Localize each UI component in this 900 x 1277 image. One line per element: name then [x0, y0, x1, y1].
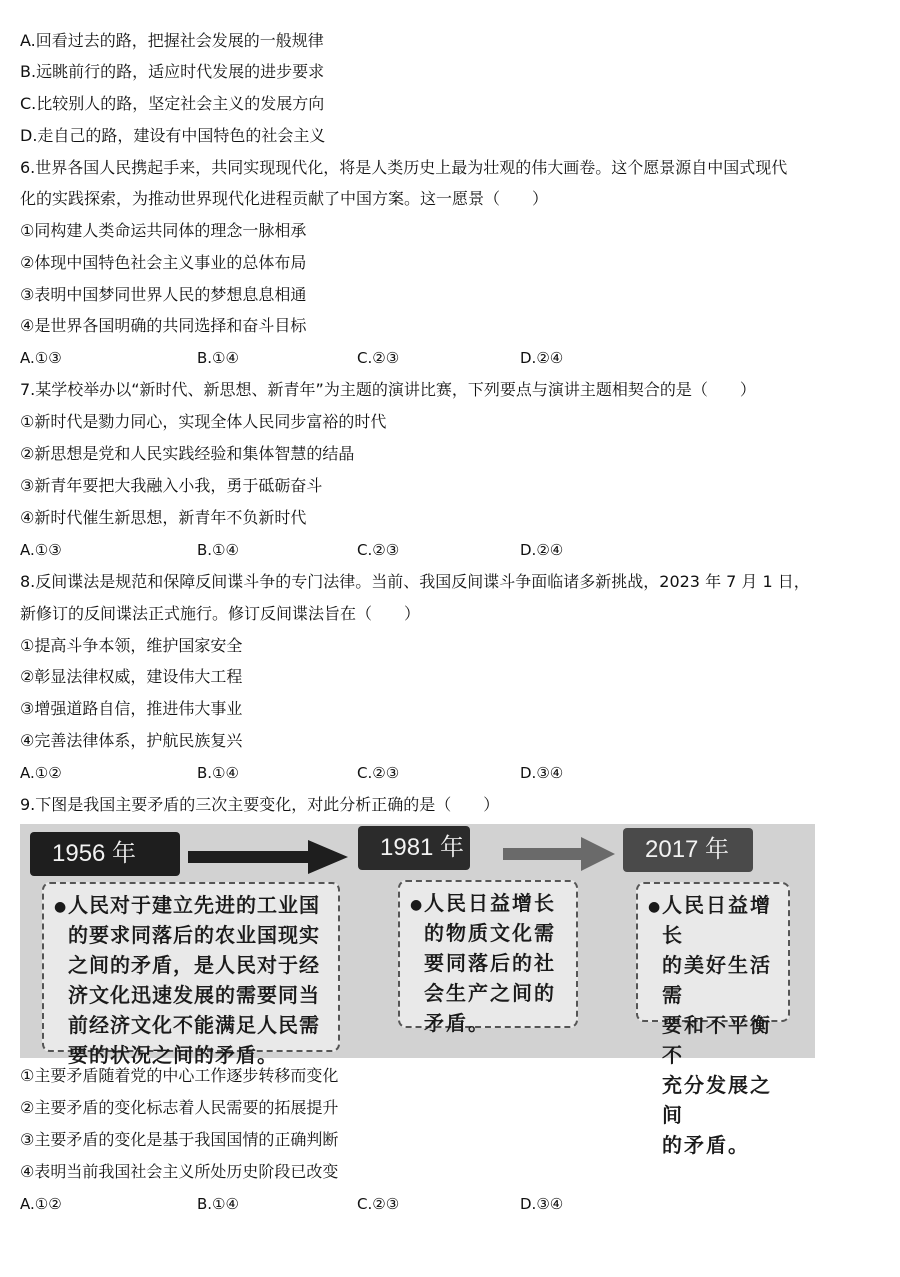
stage-text-line: 的要求同落后的农业国现实	[68, 923, 320, 947]
choice-d: D.③④	[520, 764, 564, 782]
choice-c: C.②③	[357, 1195, 400, 1213]
q9-stem: 9.下图是我国主要矛盾的三次主要变化，对此分析正确的是（ ）	[20, 795, 500, 814]
stage-text-line: 之间的矛盾，是人民对于经	[68, 953, 320, 977]
stage-text-line: 矛盾。	[424, 1011, 490, 1035]
q5-option-c: C.比较别人的路，坚定社会主义的发展方向	[20, 94, 325, 113]
stage-text-line: 济文化迅速发展的需要同当	[68, 983, 320, 1007]
q9-item: ③主要矛盾的变化是基于我国国情的正确判断	[20, 1130, 339, 1149]
q6-item: ③表明中国梦同世界人民的梦想息息相通	[20, 285, 307, 304]
choice-a: A.①③	[20, 349, 62, 367]
q7-stem: 7.某学校举办以“新时代、新思想、新青年”为主题的演讲比赛，下列要点与演讲主题相契合的是（ ）	[20, 380, 756, 399]
q8-item: ②彰显法律权威，建设伟大工程	[20, 667, 243, 686]
q5-option-a: A.回看过去的路，把握社会发展的一般规律	[20, 31, 324, 50]
stage-text-line: 要和不平衡不	[662, 1013, 772, 1067]
stage-text-line: 的物质文化需	[424, 921, 556, 945]
choice-a: A.①②	[20, 764, 62, 782]
choice-b: B.①④	[197, 541, 239, 559]
q6-stem: 6.世界各国人民携起手来，共同实现现代化，将是人类历史上最为壮观的伟大画卷。这个愿景源自中国式现代	[20, 158, 788, 177]
stage-text-line: 的矛盾。	[662, 1133, 750, 1157]
choice-c: C.②③	[357, 541, 400, 559]
stage-text-line: 人民日益增长	[424, 891, 556, 915]
stage-text-line: 前经济文化不能满足人民需	[68, 1013, 320, 1037]
stage-text-line: 人民日益增长	[662, 893, 772, 947]
q6-item: ②体现中国特色社会主义事业的总体布局	[20, 253, 307, 272]
q9-item: ②主要矛盾的变化标志着人民需要的拓展提升	[20, 1098, 339, 1117]
year-label-2017: 2017 年	[623, 828, 753, 872]
q9-item: ①主要矛盾随着党的中心工作逐步转移而变化	[20, 1066, 339, 1085]
bullet-icon: ●	[410, 897, 425, 913]
q7-item: ④新时代催生新思想，新青年不负新时代	[20, 508, 307, 527]
q5-option-b: B.远眺前行的路，适应时代发展的进步要求	[20, 62, 325, 81]
arrow-right-icon	[503, 837, 615, 871]
bullet-icon: ●	[648, 899, 663, 915]
stage-2017-text-box	[636, 882, 790, 1157]
stage-text-line: 的美好生活需	[662, 953, 772, 1007]
choice-d: D.②④	[520, 349, 564, 367]
q8-item: ③增强道路自信，推进伟大事业	[20, 699, 243, 718]
stage-text-line: 要同落后的社	[424, 951, 556, 975]
q8-stem: 新修订的反间谍法正式施行。修订反间谍法旨在（ ）	[20, 604, 421, 623]
stage-text-line: 要的状况之间的矛盾。	[68, 1043, 278, 1067]
choice-c: C.②③	[357, 349, 400, 367]
year-label-1956: 1956 年	[30, 832, 180, 876]
bullet-icon: ●	[54, 899, 68, 915]
choice-a: A.①③	[20, 541, 62, 559]
stage-text-line: 会生产之间的	[424, 981, 556, 1005]
choice-b: B.①④	[197, 764, 239, 782]
q7-item: ③新青年要把大我融入小我，勇于砥砺奋斗	[20, 476, 323, 495]
q6-item: ④是世界各国明确的共同选择和奋斗目标	[20, 316, 307, 335]
q6-stem: 化的实践探索，为推动世界现代化进程贡献了中国方案。这一愿景（ ）	[20, 189, 549, 208]
choice-a: A.①②	[20, 1195, 62, 1213]
q5-option-d: D.走自己的路，建设有中国特色的社会主义	[20, 126, 326, 145]
q9-item: ④表明当前我国社会主义所处历史阶段已改变	[20, 1162, 339, 1181]
stage-1956-text-box	[42, 882, 340, 1067]
q7-item: ②新思想是党和人民实践经验和集体智慧的结晶	[20, 444, 355, 463]
choice-d: D.③④	[520, 1195, 564, 1213]
q7-item: ①新时代是勠力同心，实现全体人民同步富裕的时代	[20, 412, 387, 431]
choice-c: C.②③	[357, 764, 400, 782]
choice-b: B.①④	[197, 349, 239, 367]
q6-item: ①同构建人类命运共同体的理念一脉相承	[20, 221, 307, 240]
stage-1981-text-box	[398, 880, 578, 1035]
q8-stem: 8.反间谍法是规范和保障反间谍斗争的专门法律。当前、我国反间谍斗争面临诸多新挑战，2023 年 7 月 1 日，	[20, 572, 810, 591]
q8-item: ④完善法律体系，护航民族复兴	[20, 731, 243, 750]
choice-b: B.①④	[197, 1195, 239, 1213]
q8-item: ①提高斗争本领，维护国家安全	[20, 636, 243, 655]
stage-text-line: 人民对于建立先进的工业国	[68, 893, 320, 917]
choice-d: D.②④	[520, 541, 564, 559]
arrow-right-icon	[188, 840, 348, 874]
stage-text-line: 充分发展之间	[662, 1073, 772, 1127]
year-label-1981: 1981 年	[358, 826, 470, 870]
